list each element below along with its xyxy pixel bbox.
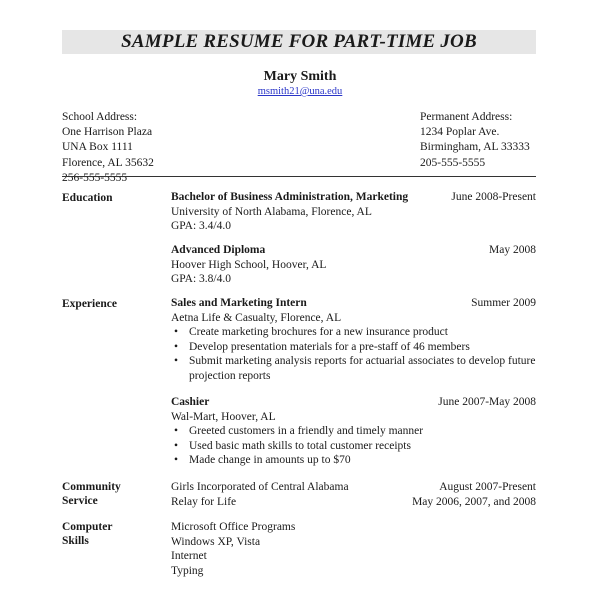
school-address xyxy=(62,110,154,186)
title-banner xyxy=(62,30,536,54)
school-address-line: Florence, AL 35632 xyxy=(62,156,154,169)
permanent-address-line: 1234 Poplar Ave. xyxy=(420,126,500,139)
label-line: Community xyxy=(62,481,121,493)
entry-line: GPA: 3.4/4.0 xyxy=(171,220,231,232)
bullet-icon: • xyxy=(174,355,179,367)
entry-line: Hoover High School, Hoover, AL xyxy=(171,258,327,271)
education-entry xyxy=(171,243,536,287)
employer: Aetna Life & Casualty, Florence, AL xyxy=(171,311,342,324)
entry-date: June 2007-May 2008 xyxy=(438,396,536,408)
bullet-icon: • xyxy=(174,425,179,437)
skill-item: Typing xyxy=(171,564,204,577)
school-address-phone: 256-555-5555 xyxy=(62,171,128,184)
bullet-icon: • xyxy=(174,326,179,338)
bullet-icon: • xyxy=(174,439,179,452)
community-service-entry xyxy=(171,480,536,509)
list-item xyxy=(171,439,536,454)
duty-text: Submit marketing analysis reports for actuarial associates to develop future projection reports xyxy=(189,355,536,382)
list-item xyxy=(171,453,536,468)
school-address-line: One Harrison Plaza xyxy=(62,126,153,139)
education-entry xyxy=(171,190,536,234)
entry-date: May 2006, 2007, and 2008 xyxy=(412,495,536,508)
organization: Girls Incorporated of Central Alabama xyxy=(171,481,349,493)
duty-text: Made change in amounts up to $70 xyxy=(189,454,351,466)
duty-list xyxy=(171,424,536,468)
entry-date: May 2008 xyxy=(489,244,536,256)
duty-list xyxy=(171,325,536,383)
experience-entry xyxy=(171,395,536,468)
permanent-address-line: Birmingham, AL 33333 xyxy=(420,141,530,154)
degree-title: Advanced Diploma xyxy=(171,244,266,256)
permanent-address-phone: 205-555-5555 xyxy=(420,156,486,169)
education-label: Education xyxy=(62,192,113,204)
school-address-label: School Address: xyxy=(62,111,138,123)
label-line: Skills xyxy=(62,535,89,547)
entry-line: University of North Alabama, Florence, AL xyxy=(171,205,372,218)
permanent-address xyxy=(420,110,530,171)
duty-text: Greeted customers in a friendly and timely manner xyxy=(189,425,424,437)
school-address-line: UNA Box 1111 xyxy=(62,141,133,154)
entry-line: GPA: 3.8/4.0 xyxy=(171,273,231,285)
bullet-icon: • xyxy=(174,454,179,466)
page-title: SAMPLE RESUME FOR PART-TIME JOB xyxy=(121,31,477,52)
experience-entry xyxy=(171,296,536,383)
list-item xyxy=(171,340,536,355)
bullet-icon: • xyxy=(174,340,179,353)
list-item xyxy=(171,424,536,439)
experience-label: Experience xyxy=(62,298,117,310)
list-item xyxy=(171,354,536,383)
job-title: Cashier xyxy=(171,396,210,408)
job-title: Sales and Marketing Intern xyxy=(171,297,307,309)
employer: Wal-Mart, Hoover, AL xyxy=(171,410,276,423)
duty-text: Create marketing brochures for a new insurance product xyxy=(189,326,448,338)
organization: Relay for Life xyxy=(171,495,237,508)
degree-title: Bachelor of Business Administration, Marketing xyxy=(171,191,409,203)
list-item xyxy=(171,325,536,340)
computer-skills-list xyxy=(171,520,536,578)
permanent-address-label: Permanent Address: xyxy=(420,111,513,123)
label-line: Service xyxy=(62,495,98,507)
skill-item: Microsoft Office Programs xyxy=(171,521,296,533)
duty-text: Used basic math skills to total customer receipts xyxy=(189,439,411,452)
duty-text: Develop presentation materials for a pre-staff of 46 members xyxy=(189,340,470,353)
entry-date: August 2007-Present xyxy=(439,481,536,493)
skill-item: Windows XP, Vista xyxy=(171,535,261,548)
email-link[interactable]: msmith21@una.edu xyxy=(257,86,343,97)
label-line: Computer xyxy=(62,521,113,533)
computer-skills-label xyxy=(62,520,112,548)
section-divider xyxy=(62,176,536,177)
community-service-label xyxy=(62,480,121,508)
entry-date: June 2008-Present xyxy=(451,191,536,203)
candidate-name: Mary Smith xyxy=(263,69,337,84)
entry-date: Summer 2009 xyxy=(471,297,536,309)
skill-item: Internet xyxy=(171,550,207,562)
